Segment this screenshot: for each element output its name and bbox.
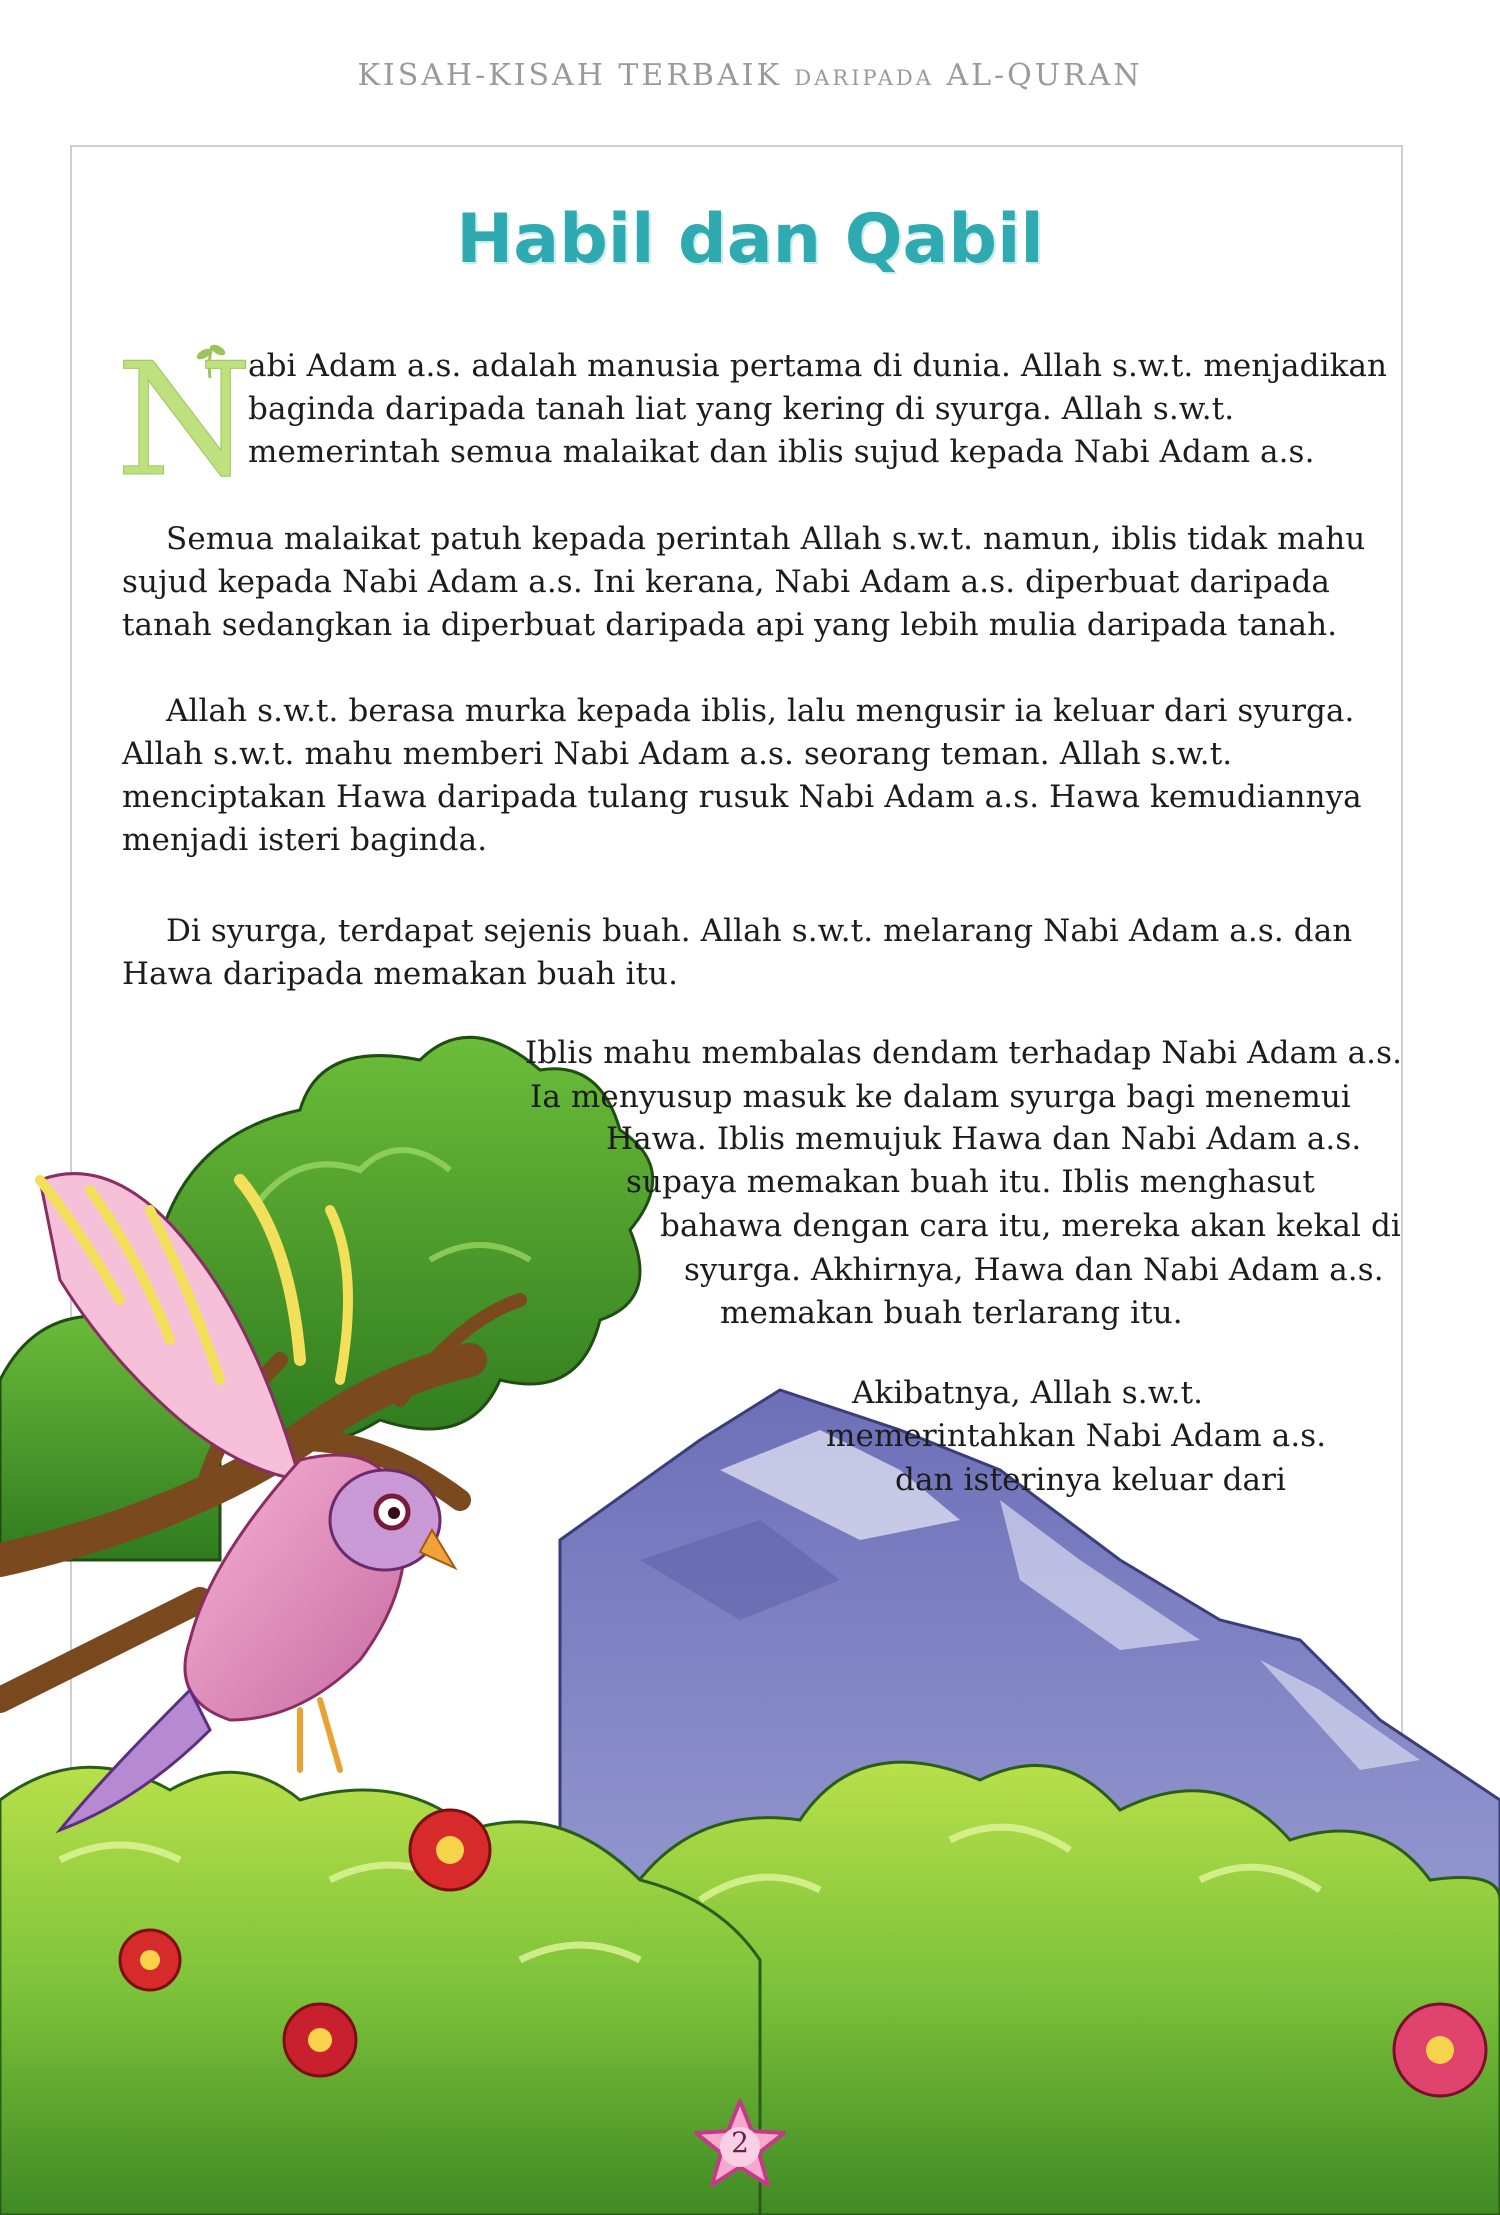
series-title-part3: AL-QURAN <box>933 58 1143 93</box>
series-title-part2: DARIPADA <box>794 66 934 90</box>
text-line: Semua malaikat patuh kepada perintah Allah s.w.t. namun, iblis tidak mahu <box>166 521 1366 557</box>
text-line: memakan buah terlarang itu. <box>720 1295 1183 1331</box>
text-line: dan isterinya keluar dari <box>895 1462 1287 1498</box>
text-line: baginda daripada tanah liat yang kering di syurga. Allah s.w.t. <box>248 391 1235 427</box>
text-line: Di syurga, terdapat sejenis buah. Allah s.w.t. melarang Nabi Adam a.s. dan <box>166 913 1353 949</box>
page-number-badge <box>690 2095 790 2195</box>
text-line: syurga. Akhirnya, Hawa dan Nabi Adam a.s. <box>684 1252 1384 1288</box>
text-line: Ia menyusup masuk ke dalam syurga bagi menemui <box>530 1079 1351 1115</box>
text-line: sujud kepada Nabi Adam a.s. Ini kerana, Nabi Adam a.s. diperbuat daripada <box>122 564 1331 600</box>
story-title: Habil dan Qabil <box>456 200 1044 279</box>
text-line: Allah s.w.t. mahu memberi Nabi Adam a.s. seorang teman. Allah s.w.t. <box>122 736 1233 772</box>
text-line: Iblis mahu membalas dendam terhadap Nabi Adam a.s. <box>525 1035 1403 1071</box>
paragraph-2 <box>122 518 1366 647</box>
page-number: 2 <box>731 2126 749 2159</box>
paragraph-1 <box>248 345 1388 474</box>
text-line: tanah sedangkan ia diperbuat daripada api yang lebih mulia daripada tanah. <box>122 607 1338 643</box>
text-line: memerintah semua malaikat dan iblis sujud kepada Nabi Adam a.s. <box>248 434 1315 470</box>
text-line: Hawa daripada memakan buah itu. <box>122 956 679 992</box>
text-line: Hawa. Iblis memujuk Hawa dan Nabi Adam a.s. <box>606 1121 1362 1157</box>
text-line: Allah s.w.t. berasa murka kepada iblis, lalu mengusir ia keluar dari syurga. <box>166 693 1355 729</box>
text-line: menjadi isteri baginda. <box>122 822 488 858</box>
text-line: supaya memakan buah itu. Iblis menghasut <box>626 1164 1315 1200</box>
drop-cap: N <box>116 329 253 511</box>
text-line: abi Adam a.s. adalah manusia pertama di dunia. Allah s.w.t. menjadikan <box>248 348 1388 384</box>
series-title-part1: KISAH-KISAH TERBAIK <box>357 58 795 93</box>
text-line: memerintahkan Nabi Adam a.s. <box>826 1418 1327 1454</box>
paragraph-3 <box>122 690 1362 862</box>
text-line: bahawa dengan cara itu, mereka akan kekal di <box>660 1208 1401 1244</box>
text-line: Akibatnya, Allah s.w.t. <box>852 1375 1204 1411</box>
text-line: menciptakan Hawa daripada tulang rusuk Nabi Adam a.s. Hawa kemudiannya <box>122 779 1362 815</box>
paragraph-4 <box>122 910 1362 996</box>
